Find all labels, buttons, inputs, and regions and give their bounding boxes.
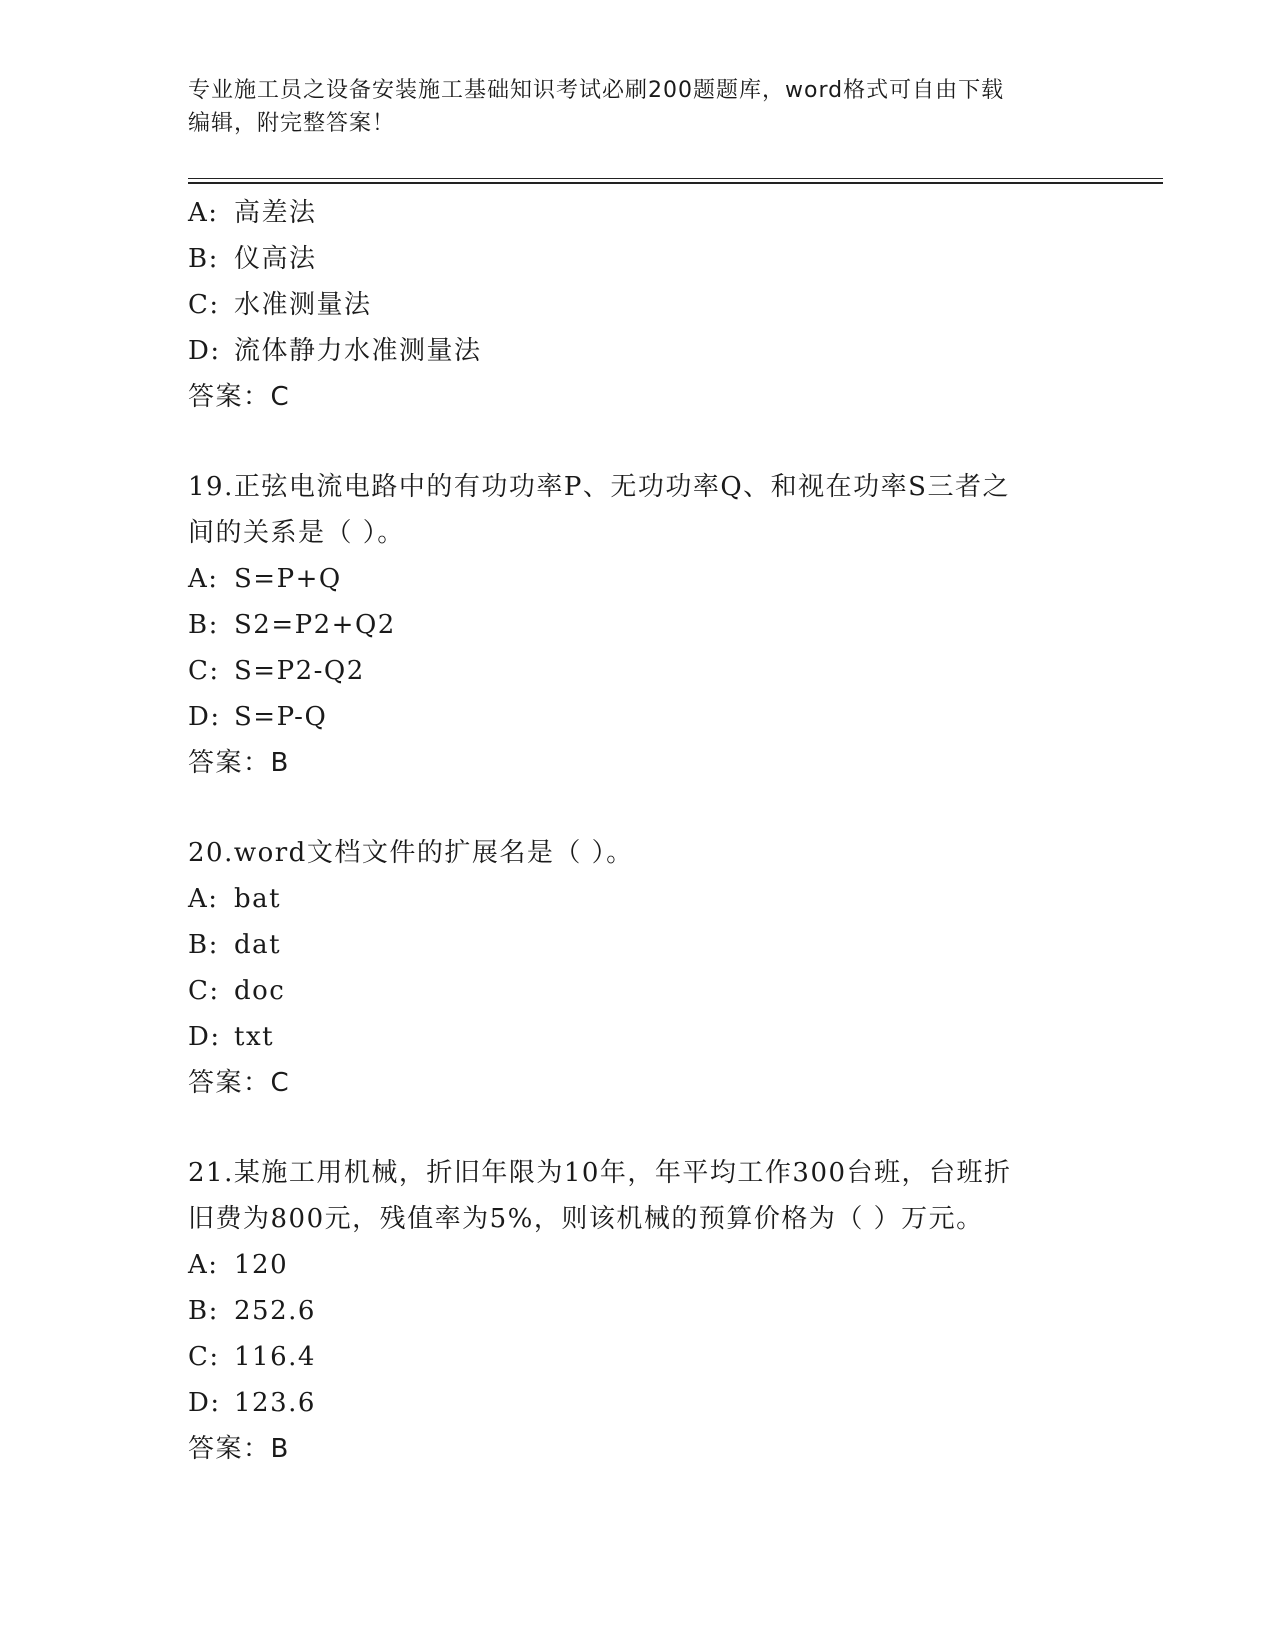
question-19 [188, 464, 1088, 786]
question-18 [188, 190, 1088, 420]
question-text [188, 1150, 1068, 1242]
option-a [188, 556, 1088, 602]
option-label: D: [188, 1022, 221, 1052]
question-text-line: 21.某施工用机械，折旧年限为10年，年平均工作300台班，台班折 [188, 1158, 1012, 1188]
option-label: D: [188, 336, 221, 366]
option-text: 水准测量法 [234, 290, 372, 320]
option-text: doc [234, 976, 286, 1006]
option-a [188, 1242, 1088, 1288]
option-label: D: [188, 1388, 221, 1418]
option-label: A: [188, 884, 219, 914]
question-text-line: 20.word文档文件的扩展名是（ ）。 [188, 838, 634, 868]
option-text: S=P2-Q2 [234, 656, 365, 686]
option-c [188, 282, 1088, 328]
question-text-line: 间的关系是（ ）。 [188, 518, 405, 548]
option-a [188, 876, 1088, 922]
option-label: B: [188, 610, 219, 640]
option-text: S2=P2+Q2 [234, 610, 396, 640]
option-c [188, 968, 1088, 1014]
question-text [188, 830, 1068, 876]
option-c [188, 648, 1088, 694]
option-text: S=P-Q [234, 702, 328, 732]
question-list [188, 190, 1088, 1472]
option-text: txt [234, 1022, 275, 1052]
option-label: C: [188, 1342, 220, 1372]
question-text-line: 旧费为800元，残值率为5%，则该机械的预算价格为（ ）万元。 [188, 1204, 984, 1234]
option-label: A: [188, 1250, 219, 1280]
option-label: A: [188, 198, 219, 228]
option-label: C: [188, 290, 220, 320]
option-d [188, 328, 1088, 374]
option-label: B: [188, 244, 219, 274]
option-label: A: [188, 564, 219, 594]
option-b [188, 922, 1088, 968]
option-text: 高差法 [234, 198, 317, 228]
question-text-line: 19.正弦电流电路中的有功功率P、无功功率Q、和视在功率S三者之 [188, 472, 1010, 502]
option-text: 252.6 [234, 1296, 316, 1326]
answer: 答案：B [188, 1434, 290, 1464]
header-line-2: 编辑，附完整答案！ [188, 111, 396, 136]
option-text: 116.4 [234, 1342, 316, 1372]
option-d [188, 694, 1088, 740]
option-label: B: [188, 1296, 219, 1326]
option-text: dat [234, 930, 282, 960]
question-21 [188, 1150, 1088, 1472]
header-line-1: 专业施工员之设备安装施工基础知识考试必刷200题题库，word格式可自由下载 [188, 78, 1005, 103]
option-text: 流体静力水准测量法 [234, 336, 482, 366]
header-divider-thin [188, 178, 1163, 179]
option-d [188, 1380, 1088, 1426]
question-20 [188, 830, 1088, 1106]
option-b [188, 602, 1088, 648]
option-text: 120 [234, 1250, 289, 1280]
option-b [188, 236, 1088, 282]
header-divider-thick [188, 182, 1163, 184]
option-label: D: [188, 702, 221, 732]
option-d [188, 1014, 1088, 1060]
option-a [188, 190, 1088, 236]
question-text [188, 464, 1068, 556]
answer: 答案：C [188, 1068, 291, 1098]
option-label: B: [188, 930, 219, 960]
option-text: 123.6 [234, 1388, 316, 1418]
option-label: C: [188, 656, 220, 686]
answer: 答案：C [188, 382, 291, 412]
option-label: C: [188, 976, 220, 1006]
answer: 答案：B [188, 748, 290, 778]
option-text: bat [234, 884, 282, 914]
option-text: 仪高法 [234, 244, 317, 274]
option-c [188, 1334, 1088, 1380]
option-text: S=P+Q [234, 564, 342, 594]
option-b [188, 1288, 1088, 1334]
document-header [188, 74, 1088, 140]
